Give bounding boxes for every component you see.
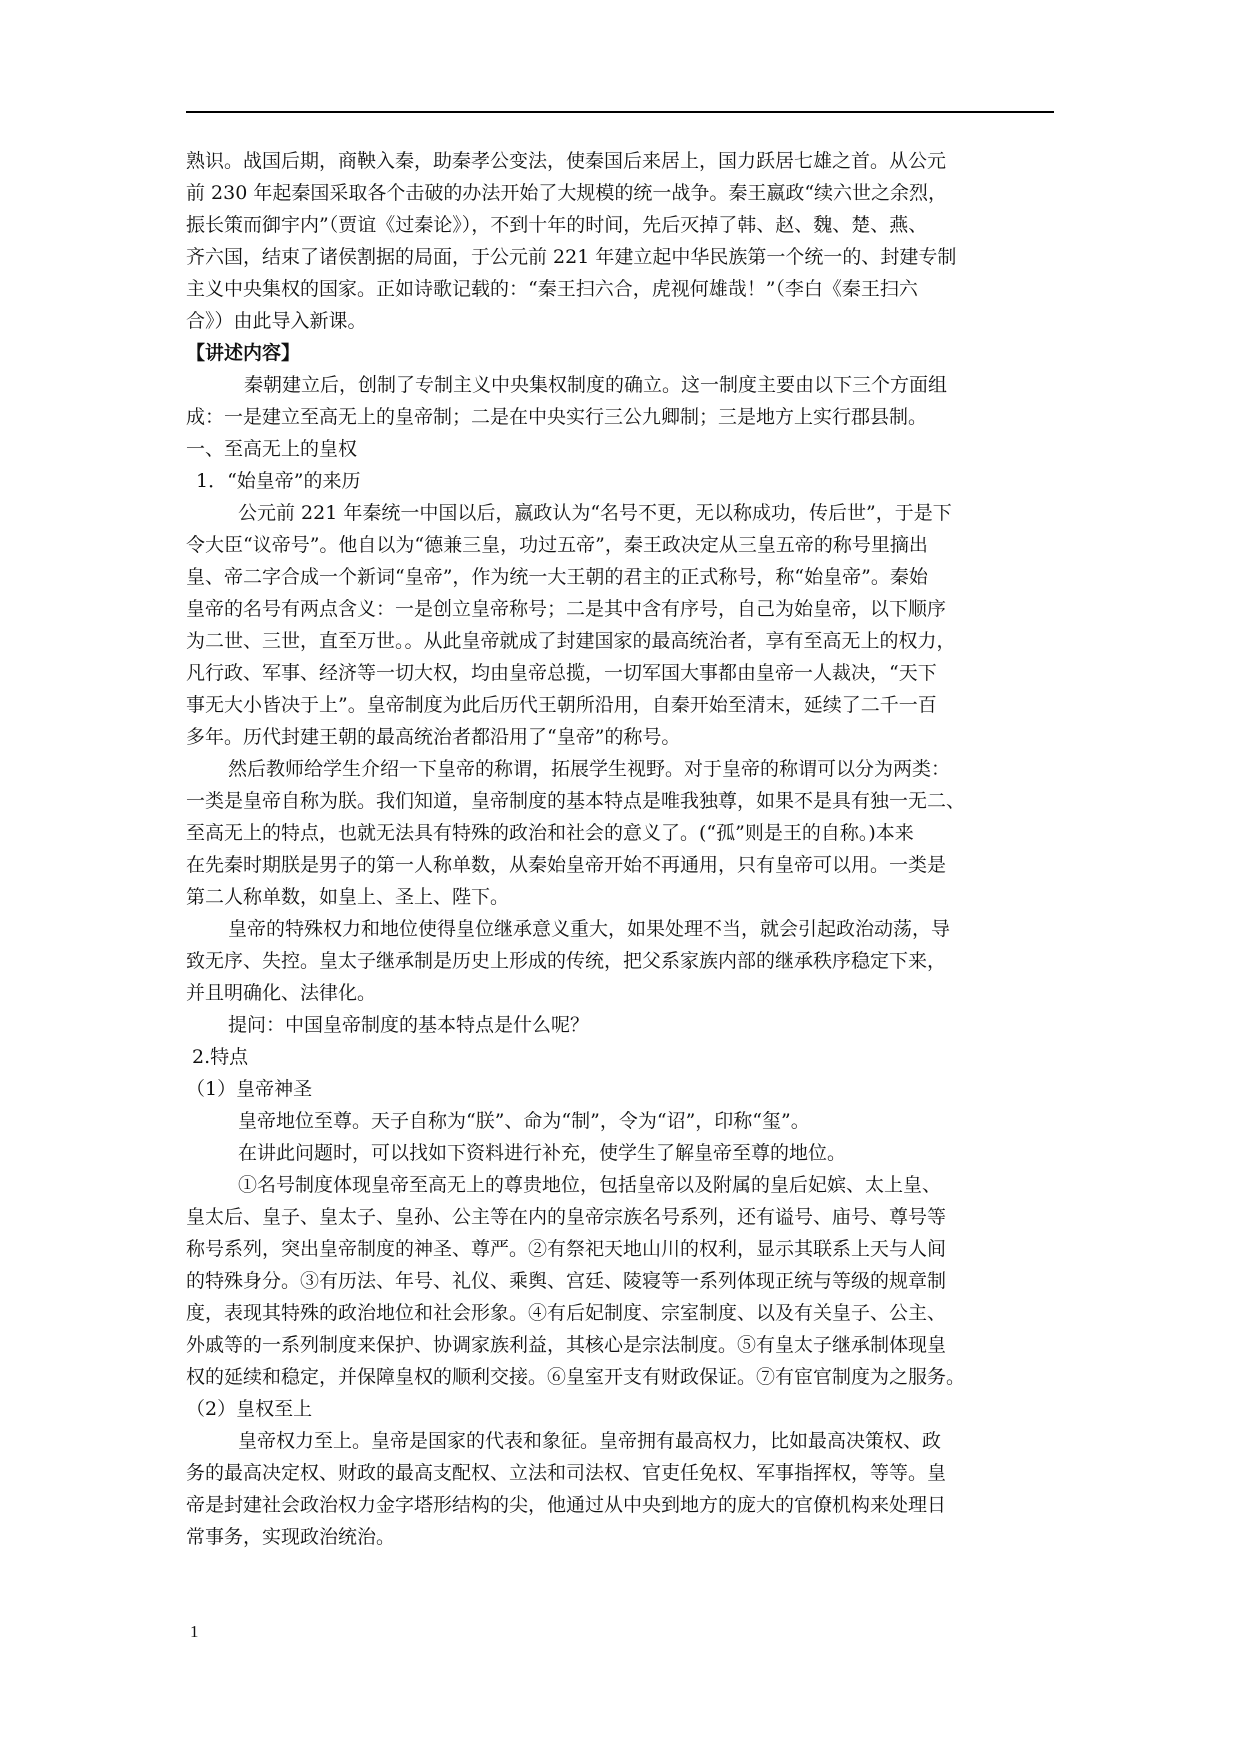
- text-line: 熟识。战国后期，商鞅入秦，助秦孝公变法，使秦国后来居上，国力跃居七雄之首。从公元: [186, 150, 947, 172]
- text-line: 第二人称单数，如皇上、圣上、陛下。: [186, 886, 510, 908]
- text-line: 皇帝的名号有两点含义：一是创立皇帝称号；二是其中含有序号，自己为始皇帝，以下顺序: [186, 598, 947, 620]
- text-line: 常事务，实现政治统治。: [186, 1526, 396, 1548]
- text-line: 主义中央集权的国家。正如诗歌记载的：“秦王扫六合，虎视何雄哉！”（李白《秦王扫六: [186, 278, 918, 300]
- text-line: 公元前 221 年秦统一中国以后，嬴政认为“名号不更，无以称成功，传后世”，于是下: [238, 502, 952, 524]
- text-line: 皇帝地位至尊。天子自称为“朕”、命为“制”，令为“诏”，印称“玺”。: [238, 1110, 810, 1132]
- text-line: 事无大小皆决于上”。皇帝制度为此后历代王朝所沿用，自秦开始至清末，延续了二千一百: [186, 694, 937, 716]
- text-line: 多年。历代封建王朝的最高统治者都沿用了“皇帝”的称号。: [186, 726, 681, 748]
- text-line: 皇、帝二字合成一个新词“皇帝”，作为统一大王朝的君主的正式称号，称“始皇帝”。秦始: [186, 566, 928, 588]
- text-line: 齐六国，结束了诸侯割据的局面，于公元前 221 年建立起中华民族第一个统一的、封建专制: [186, 246, 957, 268]
- text-line: 的特殊身分。③有历法、年号、礼仪、乘舆、宫廷、陵寝等一系列体现正统与等级的规章制: [186, 1270, 947, 1292]
- text-line: 皇帝权力至上。皇帝是国家的代表和象征。皇帝拥有最高权力，比如最高决策权、政: [238, 1430, 942, 1452]
- text-line: 秦朝建立后，创制了专制主义中央集权制度的确立。这一制度主要由以下三个方面组: [244, 374, 948, 396]
- text-line: 在先秦时期朕是男子的第一人称单数，从秦始皇帝开始不再通用，只有皇帝可以用。一类是: [186, 854, 947, 876]
- text-line: 然后教师给学生介绍一下皇帝的称谓，拓展学生视野。对于皇帝的称谓可以分为两类：: [228, 758, 951, 780]
- text-line: 帝是封建社会政治权力金字塔形结构的尖，他通过从中央到地方的庞大的官僚机构来处理日: [186, 1494, 947, 1516]
- text-line: 一类是皇帝自称为朕。我们知道，皇帝制度的基本特点是唯我独尊，如果不是具有独一无二、: [186, 790, 966, 812]
- text-line: 外戚等的一系列制度来保护、协调家族利益，其核心是宗法制度。⑤有皇太子继承制体现皇: [186, 1334, 947, 1356]
- text-line: （2）皇权至上: [186, 1398, 313, 1420]
- text-line: 务的最高决定权、财政的最高支配权、立法和司法权、官吏任免权、军事指挥权，等等。皇: [186, 1462, 947, 1484]
- text-line: 为二世、三世，直至万世。。从此皇帝就成了封建国家的最高统治者，享有至高无上的权力，: [186, 630, 956, 652]
- text-line: 在讲此问题时，可以找如下资料进行补充，使学生了解皇帝至尊的地位。: [238, 1142, 847, 1164]
- text-line: 并且明确化、法律化。: [186, 982, 377, 1004]
- text-line: 凡行政、军事、经济等一切大权，均由皇帝总揽，一切军国大事都由皇帝一人裁决，“天下: [186, 662, 937, 684]
- text-line: 令大臣“议帝号”。他自以为“德兼三皇，功过五帝”，秦王政决定从三皇五帝的称号里摘出: [186, 534, 928, 556]
- header-rule: [186, 111, 1054, 113]
- text-line: 成：一是建立至高无上的皇帝制；二是在中央实行三公九卿制；三是地方上实行郡县制。: [186, 406, 928, 428]
- text-line: 至高无上的特点，也就无法具有特殊的政治和社会的意义了。(“孤”则是王的自称。)本来: [186, 822, 914, 844]
- text-line: 权的延续和稳定，并保障皇权的顺利交接。⑥皇室开支有财政保证。⑦有宦官制度为之服务。: [186, 1366, 966, 1388]
- document-body: [186, 145, 1054, 1553]
- text-line: 提问：中国皇帝制度的基本特点是什么呢？: [228, 1014, 590, 1036]
- text-line: ①名号制度体现皇帝至高无上的尊贵地位，包括皇帝以及附属的皇后妃嫔、太上皇、: [238, 1174, 942, 1196]
- page-number: 1: [190, 1622, 199, 1641]
- text-line: 皇太后、皇子、皇太子、皇孙、公主等在内的皇帝宗族名号系列，还有谥号、庙号、尊号等: [186, 1206, 947, 1228]
- text-line: 称号系列，突出皇帝制度的神圣、尊严。②有祭祀天地山川的权利，显示其联系上天与人间: [186, 1238, 947, 1260]
- text-line: 2.特点: [192, 1046, 249, 1068]
- text-line: 度，表现其特殊的政治地位和社会形象。④有后妃制度、宗室制度、以及有关皇子、公主、: [186, 1302, 947, 1324]
- text-line: 前 230 年起秦国采取各个击破的办法开始了大规模的统一战争。秦王嬴政“续六世之余烈，: [186, 182, 948, 204]
- text-line: 1．“始皇帝”的来历: [196, 470, 361, 492]
- text-line: 合》）由此导入新课。: [186, 310, 367, 332]
- text-line: 致无序、失控。皇太子继承制是历史上形成的传统，把父系家族内部的继承秩序稳定下来，: [186, 950, 947, 972]
- text-line: （1）皇帝神圣: [186, 1078, 313, 1100]
- text-line: 振长策而御宇内”（贾谊《过秦论》），不到十年的时间，先后灭掉了韩、赵、魏、楚、燕、: [186, 214, 928, 236]
- section-heading: 【讲述内容】: [186, 342, 301, 364]
- text-line: 一、至高无上的皇权: [186, 438, 358, 460]
- text-line: 皇帝的特殊权力和地位使得皇位继承意义重大，如果处理不当，就会引起政治动荡，导: [228, 918, 951, 940]
